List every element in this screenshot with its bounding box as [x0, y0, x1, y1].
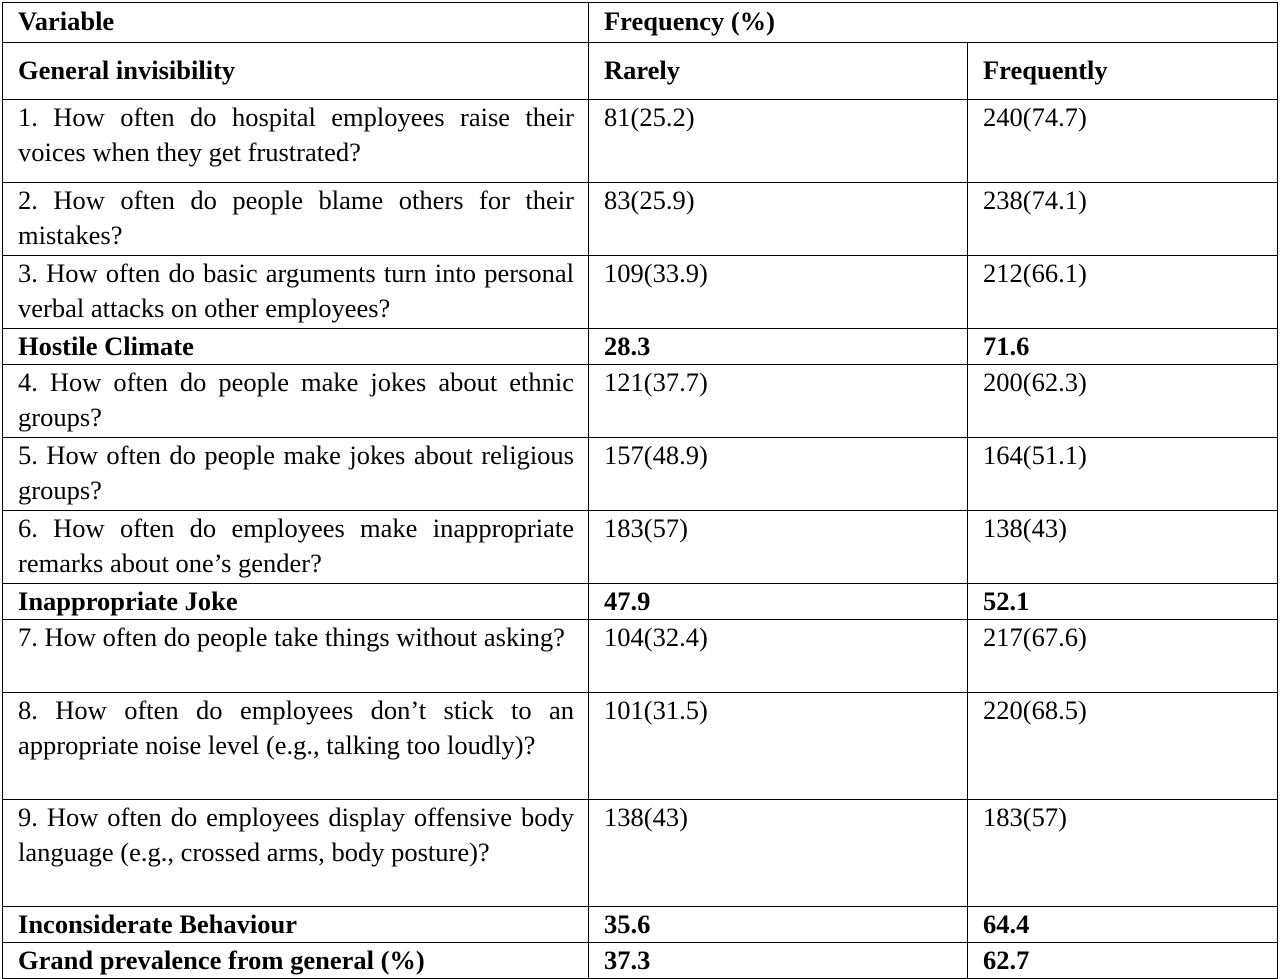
- question-cell: 3. How often do basic arguments turn into personal verbal attacks on other employees?: [3, 256, 589, 329]
- rarely-cell: 157(48.9): [589, 438, 968, 511]
- table-header-row: [3, 3, 1278, 43]
- frequently-cell: 240(74.7): [968, 100, 1278, 183]
- header-frequency: Frequency (%): [589, 3, 1278, 43]
- rarely-cell: 138(43): [589, 800, 968, 907]
- section-frequently: 52.1: [968, 584, 1278, 620]
- table-row: [3, 800, 1278, 907]
- table-row: [3, 183, 1278, 256]
- section-title: Hostile Climate: [3, 329, 589, 365]
- section-row: [3, 907, 1278, 943]
- frequently-cell: 138(43): [968, 511, 1278, 584]
- section-row: [3, 329, 1278, 365]
- rarely-cell: 109(33.9): [589, 256, 968, 329]
- section-frequently: 71.6: [968, 329, 1278, 365]
- section-frequently: 64.4: [968, 907, 1278, 943]
- frequently-cell: 238(74.1): [968, 183, 1278, 256]
- table-row: [3, 256, 1278, 329]
- question-cell: 2. How often do people blame others for their mistakes?: [3, 183, 589, 256]
- section-title: Inconsiderate Behaviour: [3, 907, 589, 943]
- section-rarely: 28.3: [589, 329, 968, 365]
- prevalence-table: [2, 2, 1278, 979]
- section-row: [3, 43, 1278, 100]
- section-rarely: 35.6: [589, 907, 968, 943]
- rarely-cell: 121(37.7): [589, 365, 968, 438]
- section-frequently: 62.7: [968, 943, 1278, 979]
- table-row: [3, 620, 1278, 693]
- question-cell: 8. How often do employees don’t stick to an appropriate noise level (e.g., talking too loudly)?: [3, 693, 589, 800]
- question-cell: 9. How often do employees display offensive body language (e.g., crossed arms, body posture)?: [3, 800, 589, 907]
- table-row: [3, 100, 1278, 183]
- table-row: [3, 365, 1278, 438]
- rarely-cell: 83(25.9): [589, 183, 968, 256]
- rarely-cell: 183(57): [589, 511, 968, 584]
- question-cell: 7. How often do people take things without asking?: [3, 620, 589, 693]
- question-cell: 5. How often do people make jokes about religious groups?: [3, 438, 589, 511]
- table-row: [3, 693, 1278, 800]
- question-cell: 1. How often do hospital employees raise their voices when they get frustrated?: [3, 100, 589, 183]
- frequently-cell: 220(68.5): [968, 693, 1278, 800]
- frequently-cell: 183(57): [968, 800, 1278, 907]
- section-title: Inappropriate Joke: [3, 584, 589, 620]
- rarely-cell: 101(31.5): [589, 693, 968, 800]
- frequently-cell: 164(51.1): [968, 438, 1278, 511]
- section-row: [3, 584, 1278, 620]
- frequently-cell: 200(62.3): [968, 365, 1278, 438]
- question-cell: 6. How often do employees make inappropriate remarks about one’s gender?: [3, 511, 589, 584]
- section-frequently: Frequently: [968, 43, 1278, 100]
- grand-total-row: [3, 943, 1278, 979]
- frequently-cell: 217(67.6): [968, 620, 1278, 693]
- section-title: Grand prevalence from general (%): [3, 943, 589, 979]
- table-row: [3, 511, 1278, 584]
- section-rarely: 37.3: [589, 943, 968, 979]
- section-rarely: 47.9: [589, 584, 968, 620]
- frequently-cell: 212(66.1): [968, 256, 1278, 329]
- question-cell: 4. How often do people make jokes about ethnic groups?: [3, 365, 589, 438]
- section-rarely: Rarely: [589, 43, 968, 100]
- section-title: General invisibility: [3, 43, 589, 100]
- rarely-cell: 104(32.4): [589, 620, 968, 693]
- table-row: [3, 438, 1278, 511]
- header-variable: Variable: [3, 3, 589, 43]
- rarely-cell: 81(25.2): [589, 100, 968, 183]
